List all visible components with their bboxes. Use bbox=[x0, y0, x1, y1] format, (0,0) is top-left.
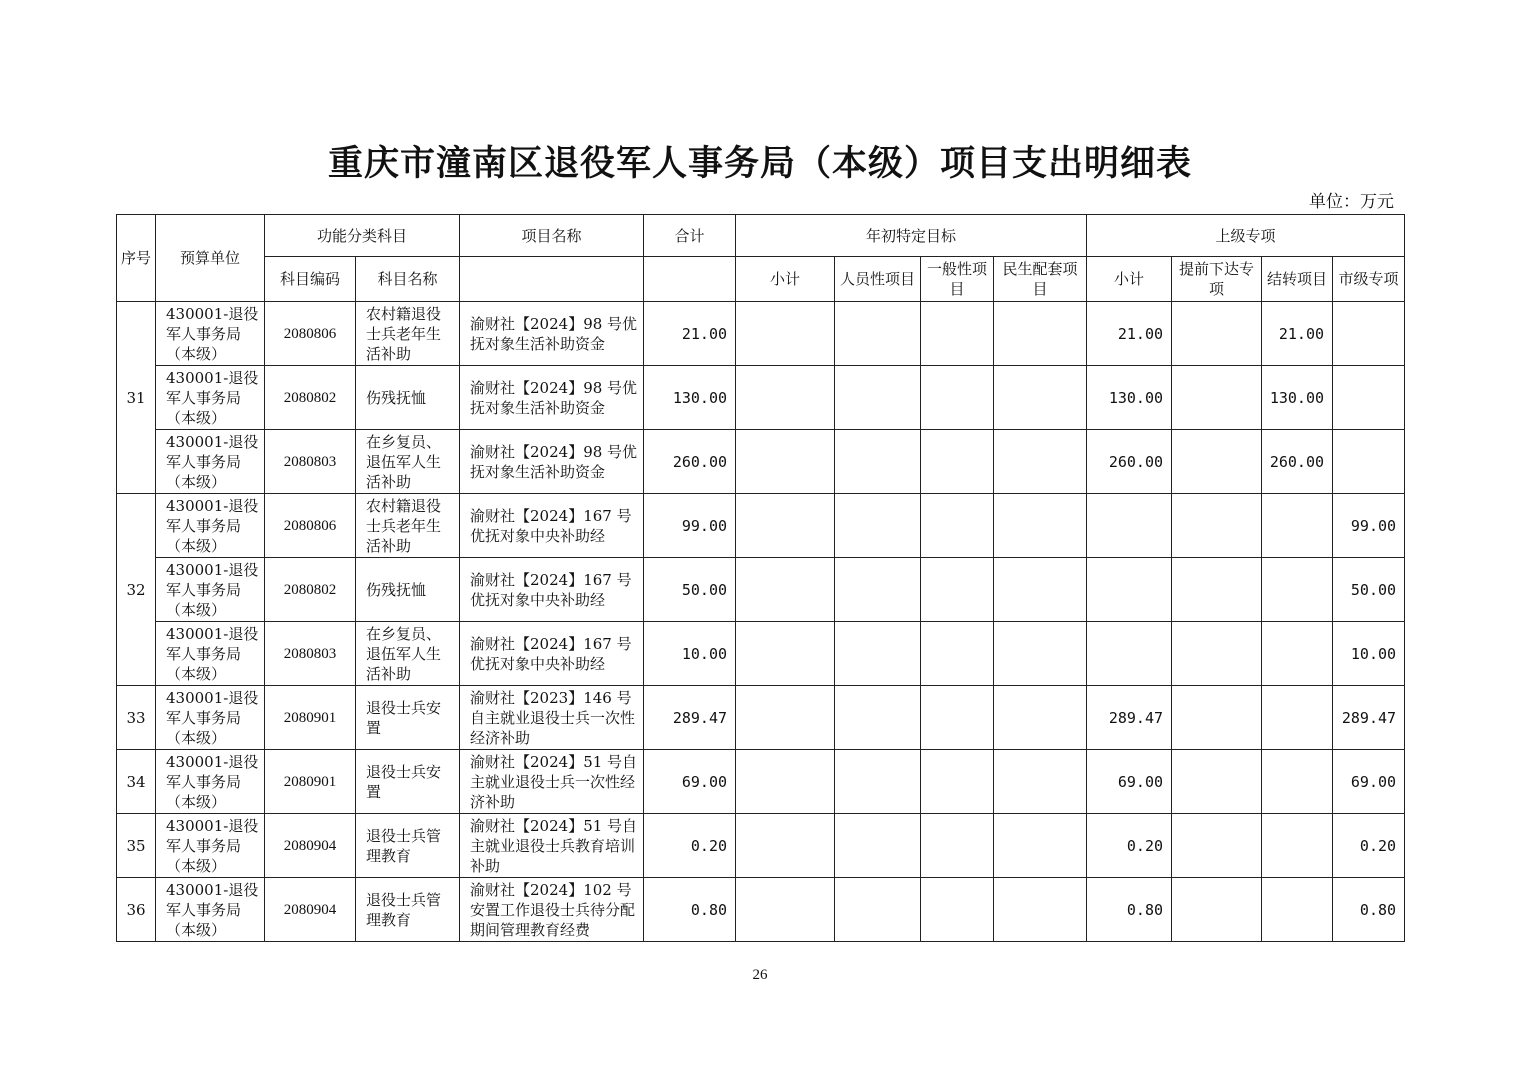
subject-code-cell: 2080803 bbox=[265, 622, 356, 686]
header-subject-code: 科目编码 bbox=[265, 257, 356, 302]
page-number: 26 bbox=[752, 967, 768, 983]
sp-advance-cell bbox=[1172, 366, 1262, 430]
sp-city-cell: 289.47 bbox=[1333, 686, 1405, 750]
sp-subtotal-cell bbox=[1087, 558, 1172, 622]
table-row bbox=[117, 750, 1405, 814]
at-personnel-cell bbox=[835, 366, 921, 430]
project-name-cell: 渝财社【2024】167 号优抚对象中央补助经 bbox=[460, 558, 644, 622]
project-name-cell: 渝财社【2024】167 号优抚对象中央补助经 bbox=[460, 622, 644, 686]
table-row bbox=[117, 558, 1405, 622]
seq-cell: 35 bbox=[117, 814, 156, 878]
project-name-cell: 渝财社【2024】98 号优抚对象生活补助资金 bbox=[460, 302, 644, 366]
at-livelihood-cell bbox=[994, 814, 1087, 878]
subject-name-cell: 在乡复员、退伍军人生活补助 bbox=[356, 430, 460, 494]
table-row bbox=[117, 622, 1405, 686]
subject-code-cell: 2080802 bbox=[265, 366, 356, 430]
unit-label: 单位：万元 bbox=[1309, 192, 1394, 212]
sp-advance-cell bbox=[1172, 686, 1262, 750]
at-subtotal-cell bbox=[736, 686, 835, 750]
subject-name-cell: 退役士兵管理教育 bbox=[356, 814, 460, 878]
at-subtotal-cell bbox=[736, 622, 835, 686]
header-superior: 上级专项 bbox=[1087, 215, 1405, 257]
sp-carryover-cell bbox=[1262, 494, 1333, 558]
at-general-cell bbox=[921, 878, 994, 942]
budget-unit-cell: 430001-退役军人事务局（本级） bbox=[156, 558, 265, 622]
at-general-cell bbox=[921, 302, 994, 366]
header-project-name: 项目名称 bbox=[460, 215, 644, 257]
total-cell: 21.00 bbox=[644, 302, 736, 366]
at-personnel-cell bbox=[835, 430, 921, 494]
sp-city-cell: 0.80 bbox=[1333, 878, 1405, 942]
header-row-2 bbox=[117, 257, 1405, 302]
page-title: 重庆市潼南区退役军人事务局（本级）项目支出明细表 bbox=[327, 143, 1192, 184]
sp-city-cell bbox=[1333, 302, 1405, 366]
sp-subtotal-cell: 0.20 bbox=[1087, 814, 1172, 878]
header-total-blank bbox=[644, 257, 736, 302]
budget-unit-cell: 430001-退役军人事务局（本级） bbox=[156, 750, 265, 814]
subject-name-cell: 退役士兵安置 bbox=[356, 750, 460, 814]
sp-subtotal-cell: 69.00 bbox=[1087, 750, 1172, 814]
header-sp-advance: 提前下达专项 bbox=[1172, 257, 1262, 302]
at-livelihood-cell bbox=[994, 558, 1087, 622]
budget-unit-cell: 430001-退役军人事务局（本级） bbox=[156, 622, 265, 686]
sp-advance-cell bbox=[1172, 494, 1262, 558]
project-name-cell: 渝财社【2024】51 号自主就业退役士兵教育培训补助 bbox=[460, 814, 644, 878]
at-personnel-cell bbox=[835, 302, 921, 366]
sp-subtotal-cell: 130.00 bbox=[1087, 366, 1172, 430]
sp-city-cell bbox=[1333, 430, 1405, 494]
sp-carryover-cell bbox=[1262, 878, 1333, 942]
at-general-cell bbox=[921, 750, 994, 814]
budget-unit-cell: 430001-退役军人事务局（本级） bbox=[156, 814, 265, 878]
subject-code-cell: 2080901 bbox=[265, 750, 356, 814]
sp-carryover-cell bbox=[1262, 558, 1333, 622]
total-cell: 260.00 bbox=[644, 430, 736, 494]
table-row bbox=[117, 302, 1405, 366]
at-personnel-cell bbox=[835, 750, 921, 814]
total-cell: 0.20 bbox=[644, 814, 736, 878]
at-livelihood-cell bbox=[994, 430, 1087, 494]
sp-subtotal-cell bbox=[1087, 622, 1172, 686]
table-row bbox=[117, 878, 1405, 942]
at-subtotal-cell bbox=[736, 878, 835, 942]
at-general-cell bbox=[921, 494, 994, 558]
sp-advance-cell bbox=[1172, 622, 1262, 686]
project-name-cell: 渝财社【2024】98 号优抚对象生活补助资金 bbox=[460, 366, 644, 430]
sp-city-cell: 0.20 bbox=[1333, 814, 1405, 878]
project-name-cell: 渝财社【2024】167 号优抚对象中央补助经 bbox=[460, 494, 644, 558]
subject-code-cell: 2080806 bbox=[265, 302, 356, 366]
subject-code-cell: 2080904 bbox=[265, 814, 356, 878]
header-row-1 bbox=[117, 215, 1405, 257]
budget-unit-cell: 430001-退役军人事务局（本级） bbox=[156, 878, 265, 942]
header-subject-name: 科目名称 bbox=[356, 257, 460, 302]
project-name-cell: 渝财社【2023】146 号自主就业退役士兵一次性经济补助 bbox=[460, 686, 644, 750]
at-subtotal-cell bbox=[736, 558, 835, 622]
seq-cell: 32 bbox=[117, 494, 156, 686]
header-seq: 序号 bbox=[117, 215, 156, 302]
at-livelihood-cell bbox=[994, 878, 1087, 942]
at-livelihood-cell bbox=[994, 622, 1087, 686]
subject-code-cell: 2080802 bbox=[265, 558, 356, 622]
sp-subtotal-cell: 21.00 bbox=[1087, 302, 1172, 366]
sp-carryover-cell bbox=[1262, 686, 1333, 750]
total-cell: 10.00 bbox=[644, 622, 736, 686]
subject-name-cell: 农村籍退役士兵老年生活补助 bbox=[356, 494, 460, 558]
sp-subtotal-cell: 260.00 bbox=[1087, 430, 1172, 494]
header-project-blank bbox=[460, 257, 644, 302]
subject-name-cell: 伤残抚恤 bbox=[356, 366, 460, 430]
sp-subtotal-cell: 0.80 bbox=[1087, 878, 1172, 942]
total-cell: 50.00 bbox=[644, 558, 736, 622]
header-func-class: 功能分类科目 bbox=[265, 215, 460, 257]
header-at-subtotal: 小计 bbox=[736, 257, 835, 302]
sp-carryover-cell bbox=[1262, 622, 1333, 686]
at-personnel-cell bbox=[835, 622, 921, 686]
total-cell: 289.47 bbox=[644, 686, 736, 750]
at-livelihood-cell bbox=[994, 750, 1087, 814]
sp-advance-cell bbox=[1172, 750, 1262, 814]
sp-city-cell: 10.00 bbox=[1333, 622, 1405, 686]
project-name-cell: 渝财社【2024】51 号自主就业退役士兵一次性经济补助 bbox=[460, 750, 644, 814]
sp-city-cell bbox=[1333, 366, 1405, 430]
seq-cell: 31 bbox=[117, 302, 156, 494]
subject-name-cell: 农村籍退役士兵老年生活补助 bbox=[356, 302, 460, 366]
at-general-cell bbox=[921, 558, 994, 622]
total-cell: 99.00 bbox=[644, 494, 736, 558]
table-row bbox=[117, 494, 1405, 558]
seq-cell: 36 bbox=[117, 878, 156, 942]
expenditure-table bbox=[116, 214, 1405, 942]
at-personnel-cell bbox=[835, 686, 921, 750]
budget-unit-cell: 430001-退役军人事务局（本级） bbox=[156, 686, 265, 750]
subject-name-cell: 伤残抚恤 bbox=[356, 558, 460, 622]
sp-city-cell: 50.00 bbox=[1333, 558, 1405, 622]
table-row bbox=[117, 686, 1405, 750]
at-general-cell bbox=[921, 814, 994, 878]
at-livelihood-cell bbox=[994, 302, 1087, 366]
sp-carryover-cell: 21.00 bbox=[1262, 302, 1333, 366]
at-subtotal-cell bbox=[736, 494, 835, 558]
subject-name-cell: 退役士兵安置 bbox=[356, 686, 460, 750]
table-row bbox=[117, 366, 1405, 430]
at-general-cell bbox=[921, 622, 994, 686]
sp-carryover-cell: 130.00 bbox=[1262, 366, 1333, 430]
sp-city-cell: 69.00 bbox=[1333, 750, 1405, 814]
header-sp-subtotal: 小计 bbox=[1087, 257, 1172, 302]
sp-city-cell: 99.00 bbox=[1333, 494, 1405, 558]
sp-carryover-cell bbox=[1262, 814, 1333, 878]
total-cell: 69.00 bbox=[644, 750, 736, 814]
seq-cell: 34 bbox=[117, 750, 156, 814]
at-livelihood-cell bbox=[994, 686, 1087, 750]
at-subtotal-cell bbox=[736, 302, 835, 366]
at-general-cell bbox=[921, 430, 994, 494]
project-name-cell: 渝财社【2024】98 号优抚对象生活补助资金 bbox=[460, 430, 644, 494]
header-at-livelihood: 民生配套项目 bbox=[994, 257, 1087, 302]
budget-unit-cell: 430001-退役军人事务局（本级） bbox=[156, 430, 265, 494]
sp-carryover-cell: 260.00 bbox=[1262, 430, 1333, 494]
at-personnel-cell bbox=[835, 814, 921, 878]
header-total: 合计 bbox=[644, 215, 736, 257]
header-sp-city: 市级专项 bbox=[1333, 257, 1405, 302]
project-name-cell: 渝财社【2024】102 号安置工作退役士兵待分配期间管理教育经费 bbox=[460, 878, 644, 942]
at-personnel-cell bbox=[835, 558, 921, 622]
at-personnel-cell bbox=[835, 878, 921, 942]
subject-code-cell: 2080901 bbox=[265, 686, 356, 750]
subject-code-cell: 2080806 bbox=[265, 494, 356, 558]
header-sp-carryover: 结转项目 bbox=[1262, 257, 1333, 302]
total-cell: 0.80 bbox=[644, 878, 736, 942]
at-general-cell bbox=[921, 366, 994, 430]
sp-carryover-cell bbox=[1262, 750, 1333, 814]
sp-advance-cell bbox=[1172, 558, 1262, 622]
subject-code-cell: 2080803 bbox=[265, 430, 356, 494]
seq-cell: 33 bbox=[117, 686, 156, 750]
at-subtotal-cell bbox=[736, 750, 835, 814]
subject-name-cell: 退役士兵管理教育 bbox=[356, 878, 460, 942]
at-general-cell bbox=[921, 686, 994, 750]
sp-subtotal-cell bbox=[1087, 494, 1172, 558]
header-at-personnel: 人员性项目 bbox=[835, 257, 921, 302]
sp-advance-cell bbox=[1172, 814, 1262, 878]
sp-advance-cell bbox=[1172, 430, 1262, 494]
budget-unit-cell: 430001-退役军人事务局（本级） bbox=[156, 302, 265, 366]
header-annual-target: 年初特定目标 bbox=[736, 215, 1087, 257]
budget-unit-cell: 430001-退役军人事务局（本级） bbox=[156, 366, 265, 430]
at-subtotal-cell bbox=[736, 430, 835, 494]
sp-advance-cell bbox=[1172, 302, 1262, 366]
total-cell: 130.00 bbox=[644, 366, 736, 430]
at-livelihood-cell bbox=[994, 494, 1087, 558]
at-livelihood-cell bbox=[994, 366, 1087, 430]
header-at-general: 一般性项目 bbox=[921, 257, 994, 302]
sp-advance-cell bbox=[1172, 878, 1262, 942]
table-row bbox=[117, 430, 1405, 494]
table-row bbox=[117, 814, 1405, 878]
subject-name-cell: 在乡复员、退伍军人生活补助 bbox=[356, 622, 460, 686]
header-budget-unit: 预算单位 bbox=[156, 215, 265, 302]
at-subtotal-cell bbox=[736, 814, 835, 878]
at-personnel-cell bbox=[835, 494, 921, 558]
at-subtotal-cell bbox=[736, 366, 835, 430]
sp-subtotal-cell: 289.47 bbox=[1087, 686, 1172, 750]
subject-code-cell: 2080904 bbox=[265, 878, 356, 942]
budget-unit-cell: 430001-退役军人事务局（本级） bbox=[156, 494, 265, 558]
